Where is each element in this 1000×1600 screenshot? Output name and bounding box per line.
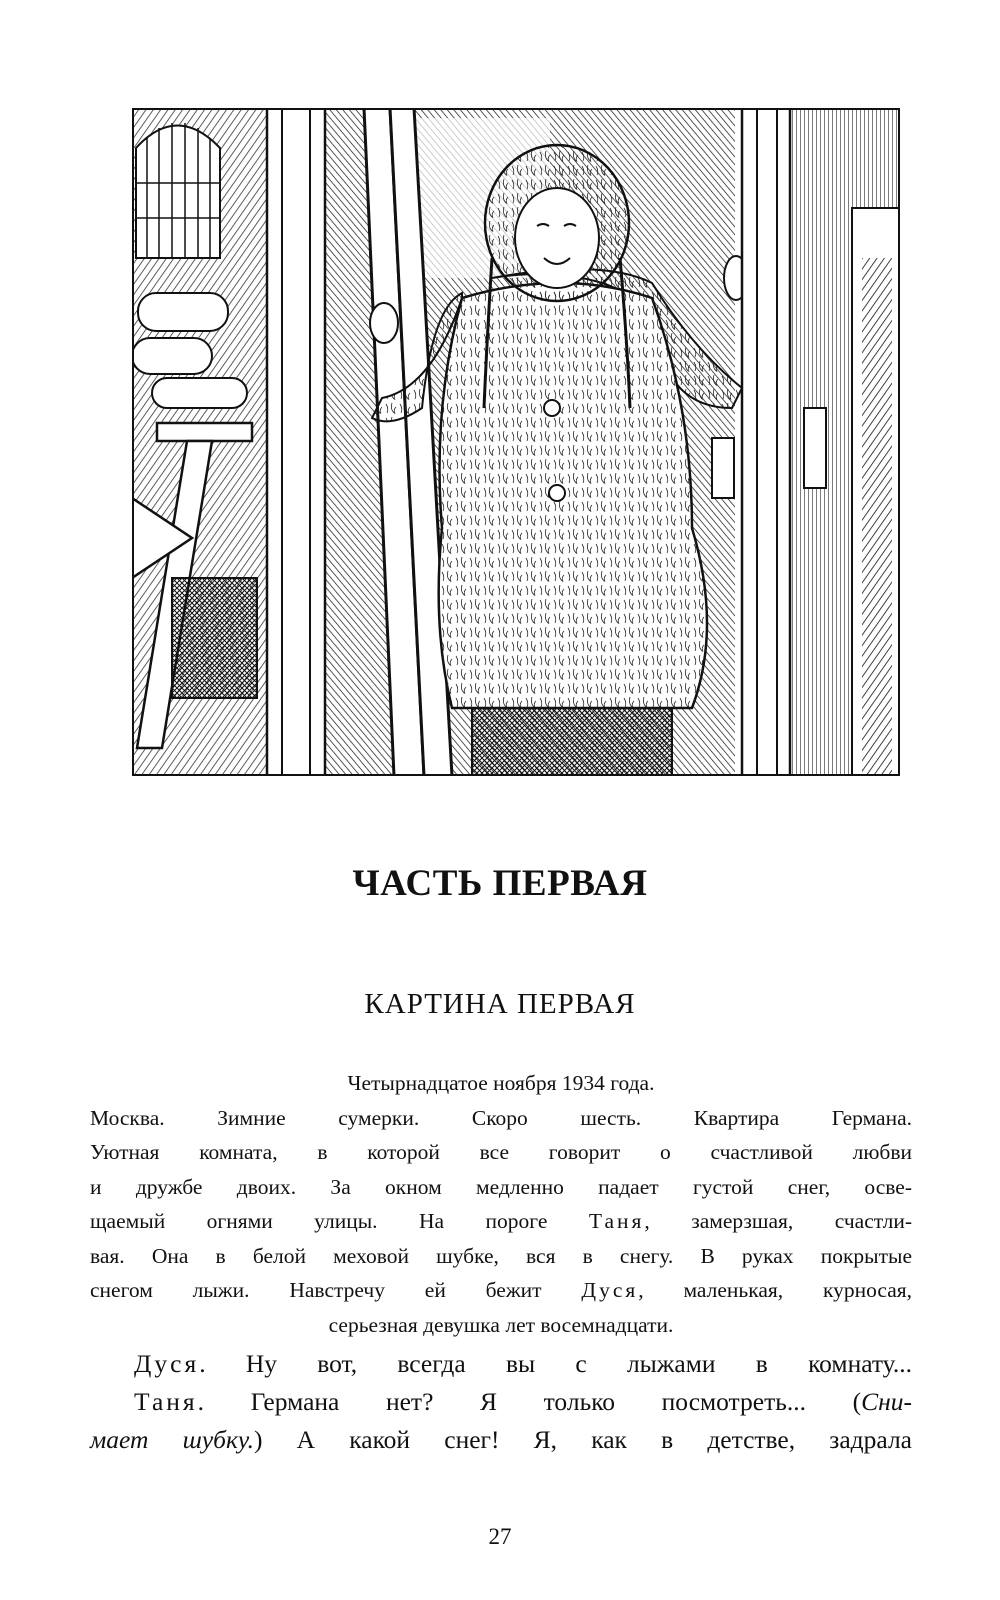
- dialogue-text: ) А какой снег! Я, как в детстве, задрала: [254, 1425, 912, 1454]
- stage-text: щаемый огнями улицы. На пороге: [90, 1209, 548, 1233]
- dialogue: [90, 1345, 912, 1459]
- part-title: ЧАСТЬ ПЕРВАЯ: [352, 863, 648, 904]
- chapter-illustration: [132, 108, 900, 776]
- stage-line: [90, 1204, 912, 1239]
- page-number: 27: [488, 1524, 512, 1549]
- stage-date: Четырнадцатое ноября 1934 года.: [347, 1071, 655, 1095]
- stage-direction: [90, 1066, 912, 1342]
- stage-line: Уютная комната, в которой все говорит о счастливой любви: [90, 1140, 912, 1164]
- stage-remark: Сни-: [861, 1387, 912, 1416]
- character-name-tanya: Таня: [588, 1209, 645, 1233]
- stage-line: [90, 1273, 912, 1308]
- stage-line: и дружбе двоих. За окном медленно падает густой снег, осве-: [90, 1174, 912, 1199]
- dialogue-text: . Ну вот, всегда вы с лыжами в комнату...: [199, 1349, 912, 1378]
- stage-text: , замерзшая, счастли-: [644, 1209, 912, 1233]
- dialogue-line: [90, 1421, 912, 1459]
- stage-line: вая. Она в белой меховой шубке, вся в снегу. В руках покрытые: [90, 1243, 912, 1268]
- stage-text: , маленькая, курносая,: [638, 1278, 913, 1302]
- scene-title: КАРТИНА ПЕРВАЯ: [364, 988, 636, 1020]
- dialogue-line: [90, 1383, 912, 1421]
- stage-text: снегом лыжи. Навстречу ей бежит: [90, 1278, 542, 1302]
- dialogue-text: . Германа нет? Я только посмотреть... (: [197, 1387, 862, 1416]
- stage-line: серьезная девушка лет восемнадцати.: [328, 1312, 674, 1337]
- speaker-name: Дуся: [134, 1349, 200, 1378]
- stage-remark: мает шубку.: [90, 1425, 255, 1454]
- speaker-name: Таня: [134, 1387, 198, 1416]
- dialogue-line: [90, 1345, 912, 1383]
- character-name-dusya: Дуся: [581, 1278, 639, 1302]
- stage-line: Москва. Зимние сумерки. Скоро шесть. Квартира Германа.: [90, 1105, 912, 1130]
